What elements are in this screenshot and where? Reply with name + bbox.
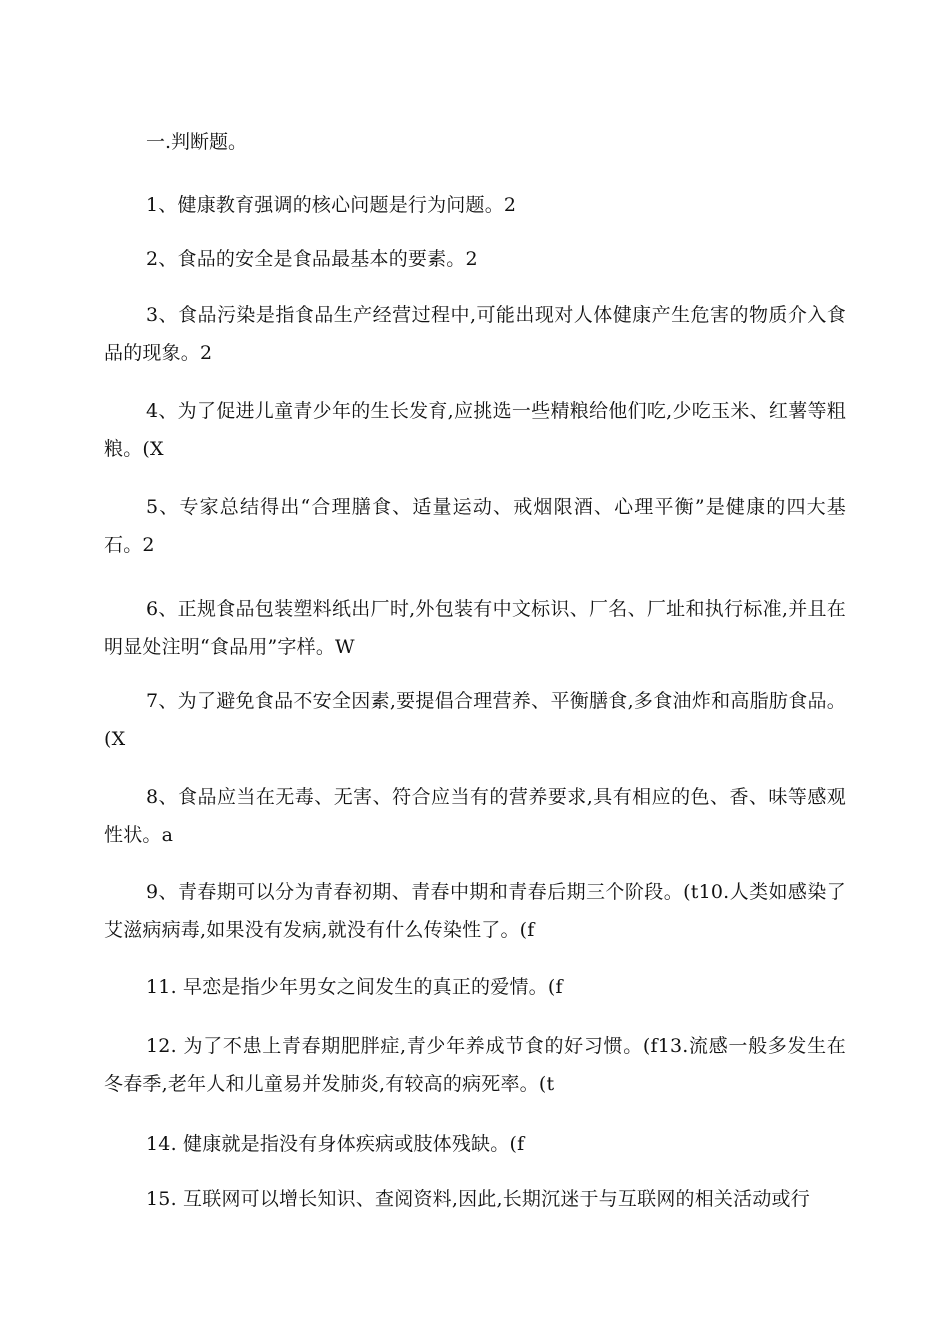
question-3: 3、食品污染是指食品生产经营过程中,可能出现对人体健康产生危害的物质介入食品的现象。2 — [104, 304, 846, 364]
question-5: 5、专家总结得出“合理膳食、适量运动、戒烟限酒、心理平衡”是健康的四大基石。2 — [104, 496, 846, 556]
question-11: 11. 早恋是指少年男女之间发生的真正的爱情。(f — [146, 976, 563, 998]
question-6: 6、正规食品包装塑料纸出厂时,外包装有中文标识、厂名、厂址和执行标准,并且在明显处注明“食品用”字样。W — [104, 598, 846, 658]
question-4: 4、为了促进儿童青少年的生长发育,应挑选一些精粮给他们吃,少吃玉米、红薯等粗粮。(X — [104, 400, 846, 460]
question-2: 2、食品的安全是食品最基本的要素。2 — [146, 248, 478, 270]
question-8: 8、食品应当在无毒、无害、符合应当有的营养要求,具有相应的色、香、味等感观性状。a — [104, 786, 846, 846]
question-7: 7、为了避免食品不安全因素,要提倡合理营养、平衡膳食,多食油炸和高脂肪食品。(X — [104, 690, 846, 750]
question-1: 1、健康教育强调的核心问题是行为问题。2 — [146, 194, 517, 216]
question-15: 15. 互联网可以增长知识、查阅资料,因此,长期沉迷于与互联网的相关活动或行 — [146, 1188, 810, 1210]
question-12-13: 12. 为了不患上青春期肥胖症,青少年养成节食的好习惯。(f13.流感一般多发生在冬春季,老年人和儿童易并发肺炎,有较高的病死率。(t — [104, 1035, 846, 1095]
section-heading: 一.判断题。 — [146, 131, 248, 153]
question-14: 14. 健康就是指没有身体疾病或肢体残缺。(f — [146, 1133, 525, 1155]
question-9-10: 9、青春期可以分为青春初期、青春中期和青春后期三个阶段。(t10.人类如感染了艾滋病病毒,如果没有发病,就没有什么传染性了。(f — [104, 881, 846, 941]
